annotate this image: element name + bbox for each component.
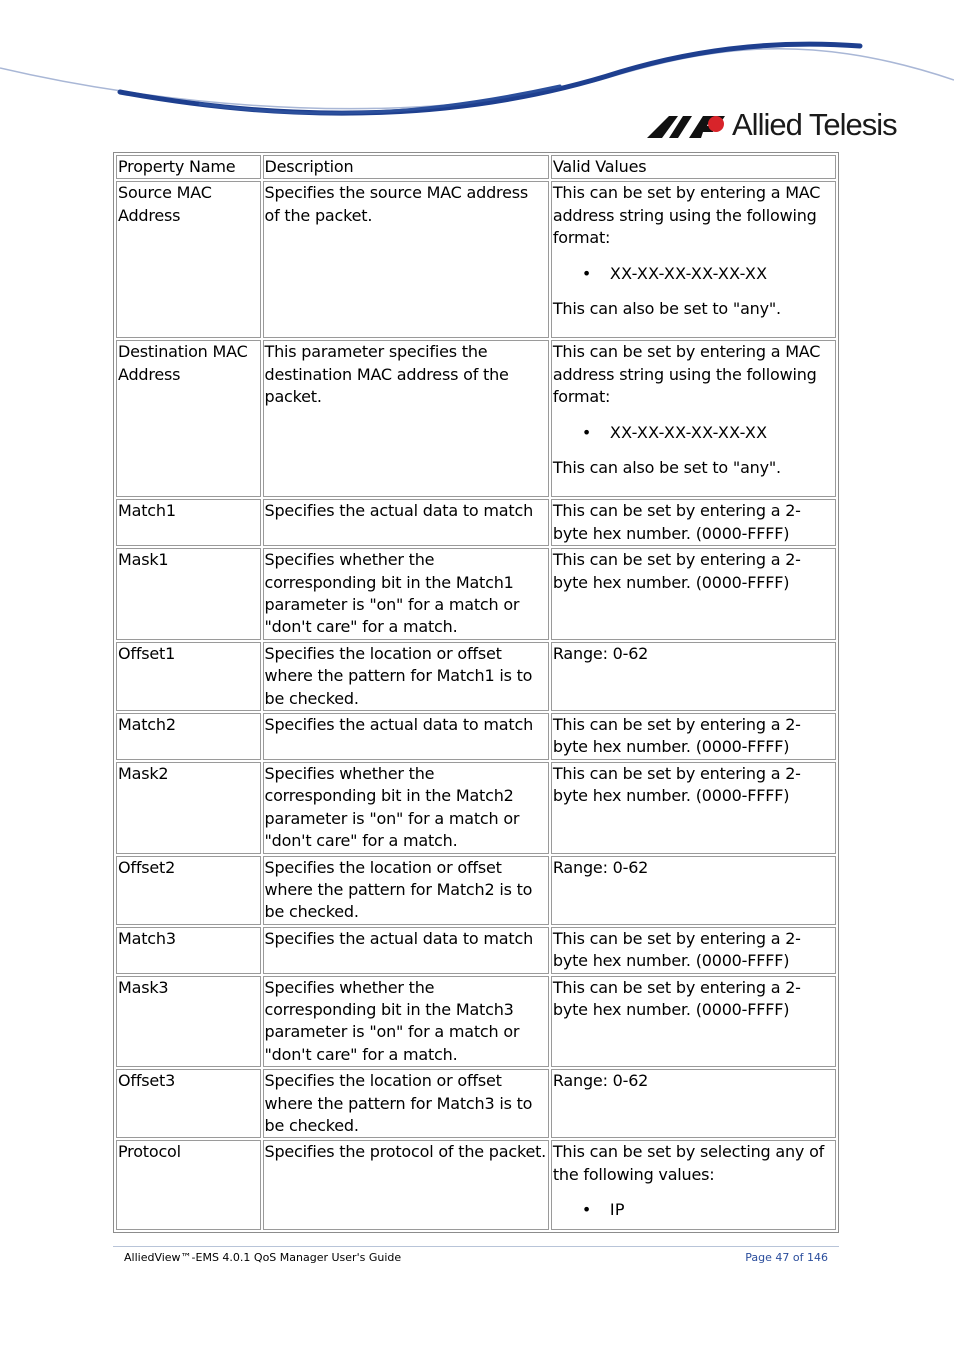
valid-intro: This can be set by selecting any of the following values: [552, 1142, 825, 1184]
cell-property-name: Destination MAC Address [116, 340, 261, 497]
cell-description: This parameter specifies the destination MAC address of the packet. [263, 340, 549, 497]
table-row [116, 713, 836, 760]
cell-description: Specifies the actual data to match [263, 927, 549, 974]
cell-valid-values: This can be set by entering a 2-byte hex number. (0000-FFFF) [551, 548, 836, 640]
protocol-item: • IP [610, 1199, 834, 1221]
format-item: • XX-XX-XX-XX-XX-XX [610, 263, 834, 285]
header-property-name: Property Name [116, 155, 261, 179]
cell-property-name: Match3 [116, 927, 261, 974]
cell-description: Specifies the location or offset where the pattern for Match3 is to be checked. [263, 1069, 549, 1138]
footer-document-title: AlliedView™-EMS 4.0.1 QoS Manager User's Guide [124, 1251, 402, 1264]
cell-description: Specifies the location or offset where the pattern for Match2 is to be checked. [263, 856, 549, 925]
cell-property-name: Mask1 [116, 548, 261, 640]
header-valid-values: Valid Values [551, 155, 836, 179]
cell-valid-values: This can be set by entering a 2-byte hex number. (0000-FFFF) [551, 927, 836, 974]
footer-divider [113, 1246, 839, 1247]
table-header-row [116, 155, 836, 179]
format-list [553, 263, 834, 285]
table-row [116, 927, 836, 974]
table-row [116, 856, 836, 925]
valid-intro: This can be set by entering a MAC address string using the following format: [552, 183, 821, 248]
table-row [116, 1140, 836, 1230]
cell-description: Specifies the location or offset where the pattern for Match1 is to be checked. [263, 642, 549, 711]
cell-description: Specifies whether the corresponding bit in the Match3 parameter is "on" for a match or "don't care" for a match. [263, 976, 549, 1068]
cell-property-name: Mask3 [116, 976, 261, 1068]
table-row [116, 548, 836, 640]
cell-property-name: Mask2 [116, 762, 261, 854]
brand-name: Allied Telesis [732, 107, 897, 142]
valid-intro: This can be set by entering a MAC address string using the following format: [552, 342, 821, 407]
cell-property-name: Offset3 [116, 1069, 261, 1138]
protocol-list [553, 1199, 834, 1221]
cell-valid-values: Range: 0-62 [551, 1069, 836, 1138]
cell-description: Specifies the actual data to match [263, 713, 549, 760]
table-row [116, 499, 836, 546]
cell-valid-values: This can be set by entering a 2-byte hex number. (0000-FFFF) [551, 499, 836, 546]
cell-property-name: Source MAC Address [116, 181, 261, 338]
cell-property-name: Offset2 [116, 856, 261, 925]
cell-valid-values: This can be set by entering a 2-byte hex number. (0000-FFFF) [551, 976, 836, 1068]
cell-property-name: Match1 [116, 499, 261, 546]
table-row [116, 181, 836, 338]
cell-valid-values: Range: 0-62 [551, 642, 836, 711]
cell-description: Specifies the protocol of the packet. [263, 1140, 549, 1230]
cell-valid-values [551, 1140, 836, 1230]
cell-description: Specifies whether the corresponding bit in the Match2 parameter is "on" for a match or "don't care" for a match. [263, 762, 549, 854]
table-row [116, 976, 836, 1068]
cell-description: Specifies the source MAC address of the packet. [263, 181, 549, 338]
format-item: • XX-XX-XX-XX-XX-XX [610, 422, 834, 444]
property-table [113, 152, 839, 1233]
cell-valid-values: Range: 0-62 [551, 856, 836, 925]
table-row [116, 642, 836, 711]
cell-property-name: Protocol [116, 1140, 261, 1230]
table-row [116, 340, 836, 497]
table-row [116, 762, 836, 854]
valid-note: This can also be set to "any". [552, 458, 781, 478]
cell-property-name: Match2 [116, 713, 261, 760]
cell-description: Specifies whether the corresponding bit in the Match1 parameter is "on" for a match or "don't care" for a match. [263, 548, 549, 640]
header-description: Description [263, 155, 549, 179]
cell-valid-values: This can be set by entering a 2-byte hex number. (0000-FFFF) [551, 713, 836, 760]
table-row [116, 1069, 836, 1138]
valid-note: This can also be set to "any". [552, 299, 781, 319]
cell-valid-values [551, 340, 836, 497]
cell-valid-values [551, 181, 836, 338]
cell-valid-values: This can be set by entering a 2-byte hex number. (0000-FFFF) [551, 762, 836, 854]
format-list [553, 422, 834, 444]
cell-property-name: Offset1 [116, 642, 261, 711]
footer-page-number: Page 47 of 146 [745, 1251, 828, 1264]
cell-description: Specifies the actual data to match [263, 499, 549, 546]
